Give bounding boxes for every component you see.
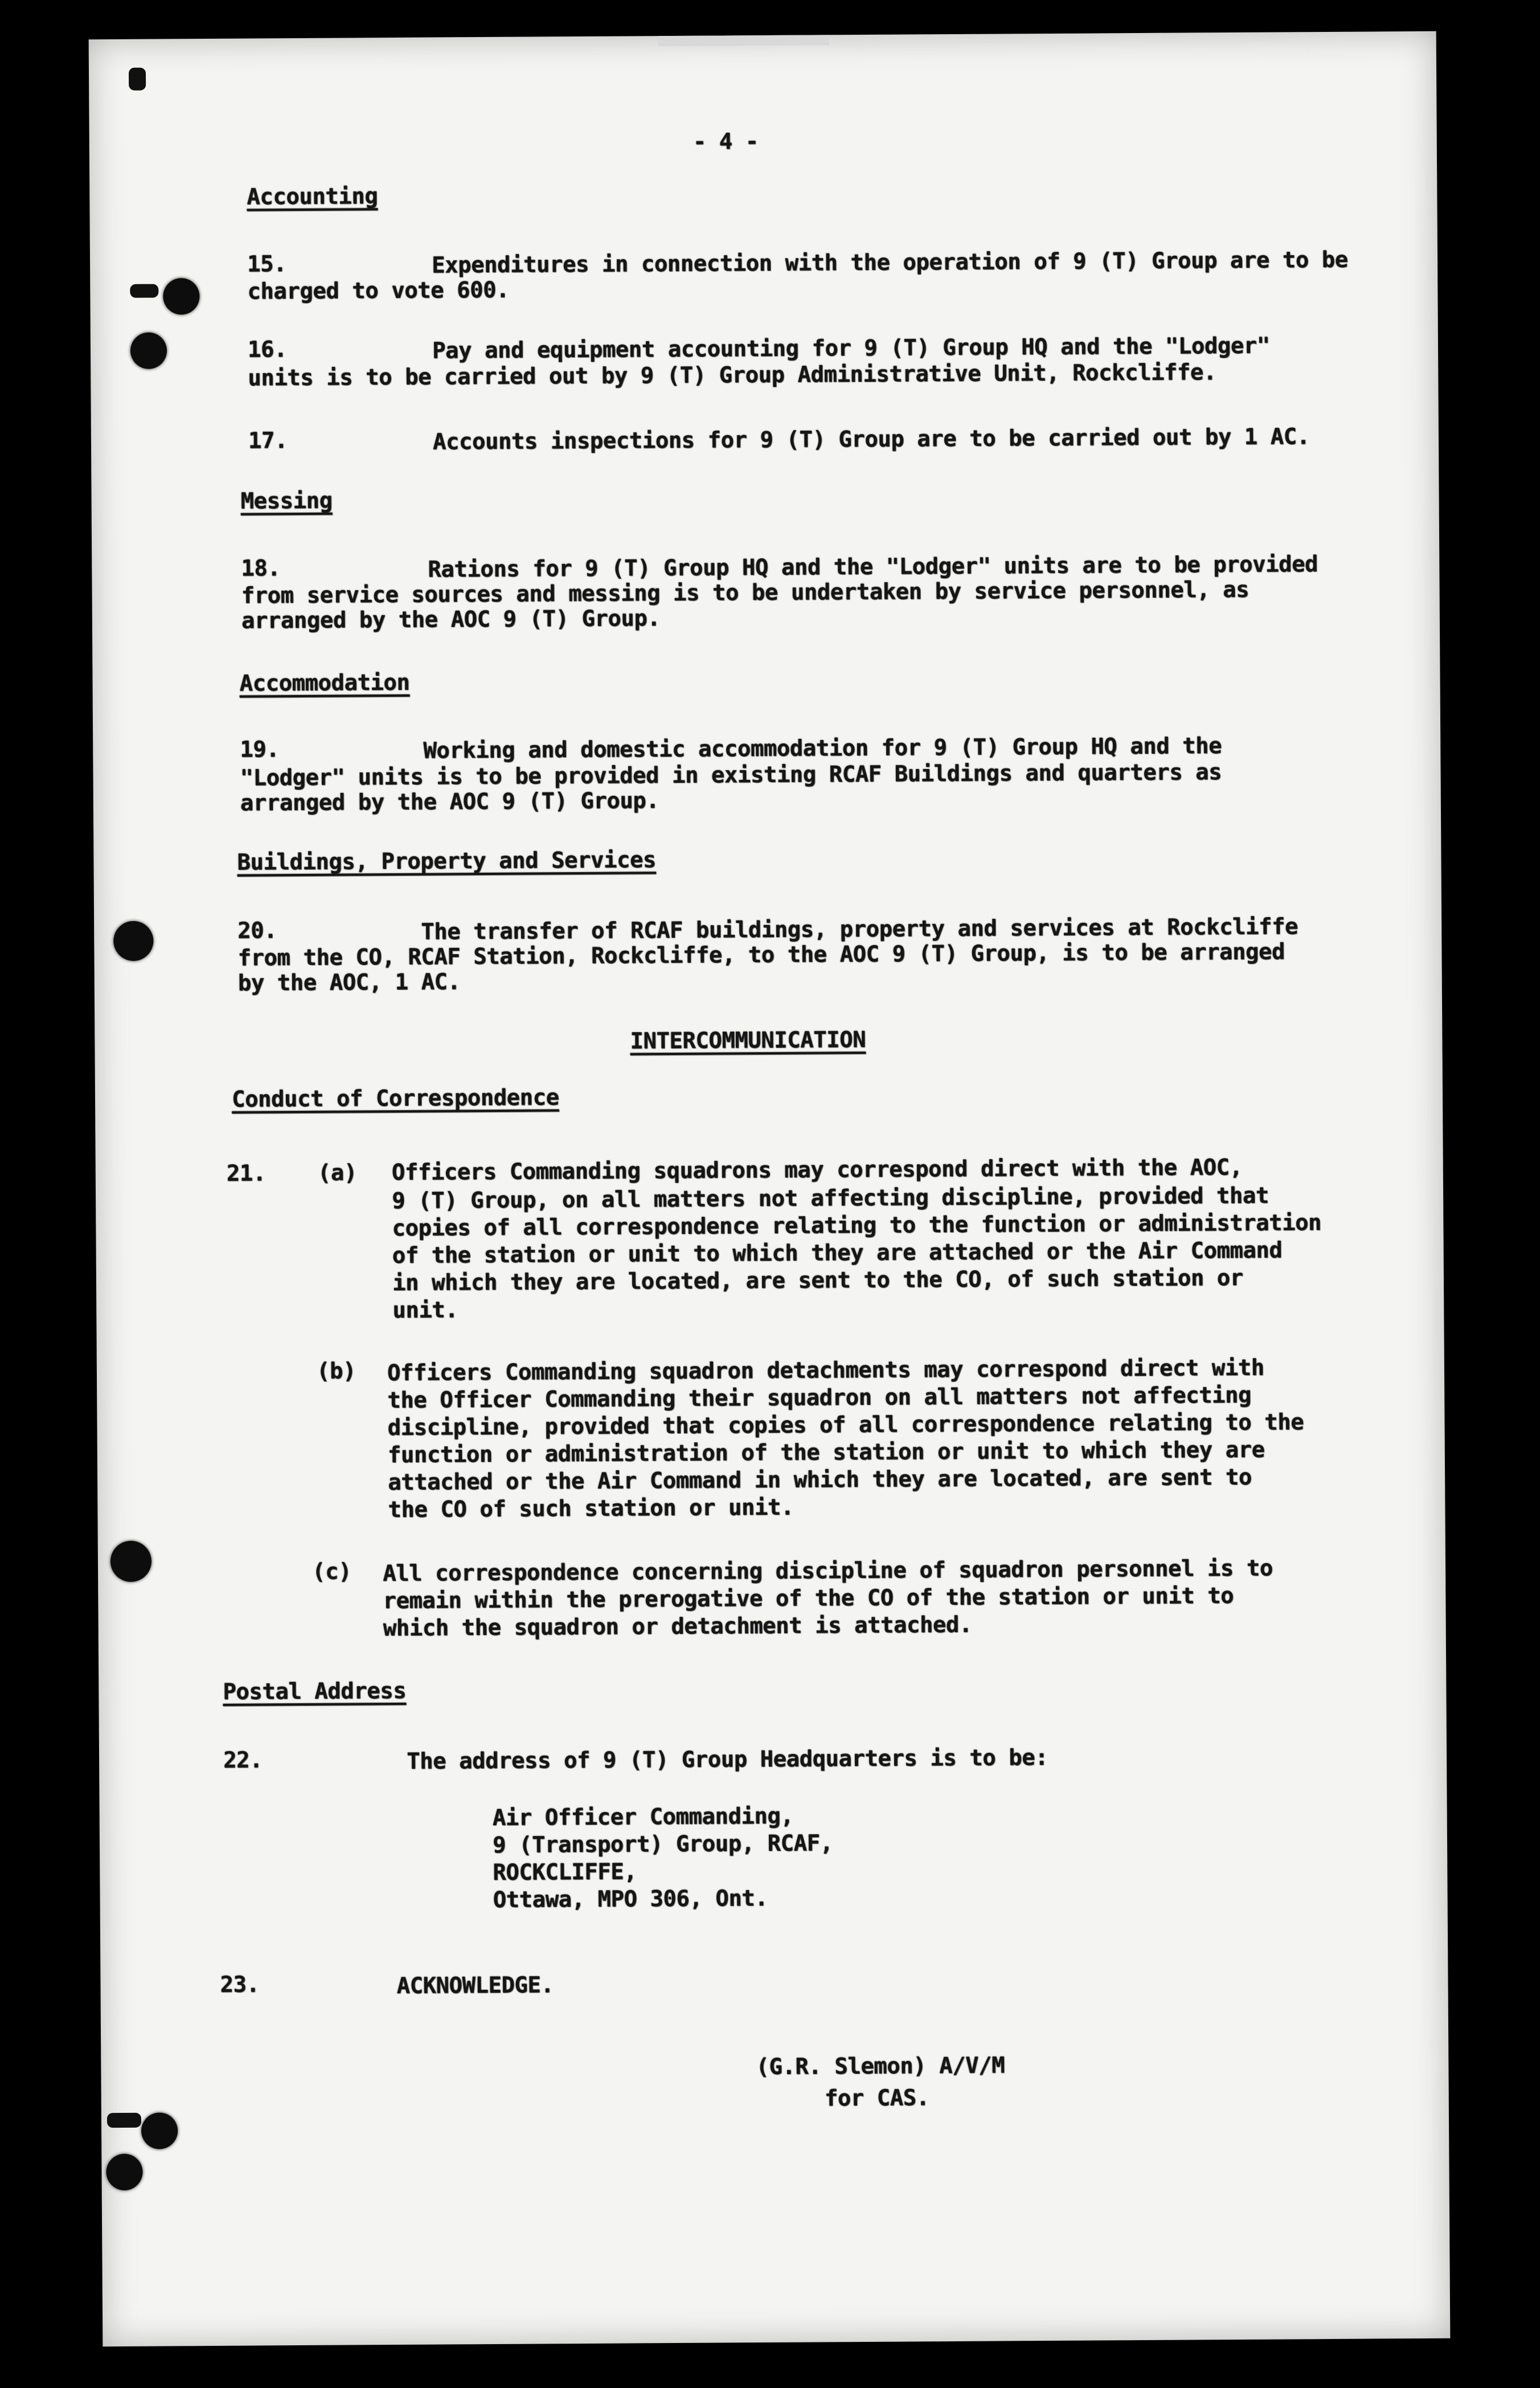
para-16-line: Pay and equipment accounting for 9 (T) Group HQ and the "Lodger": [432, 333, 1270, 364]
heading-conduct: Conduct of Correspondence: [231, 1085, 559, 1113]
para-21-number: 21.: [226, 1160, 266, 1187]
para-21a-line: Officers Commanding squadrons may correspond direct with the AOC,: [391, 1154, 1243, 1186]
punch-hole: [113, 921, 153, 961]
document-page: [89, 31, 1451, 2346]
address-line: Ottawa, MPO 306, Ont.: [493, 1886, 768, 1913]
para-21b-line: the Officer Commanding their squadron on all matters not affecting: [387, 1382, 1252, 1414]
para-22-line: The address of 9 (T) Group Headquarters is to be:: [406, 1745, 1048, 1774]
punch-hole: [130, 332, 167, 369]
para-21c-label: (c): [312, 1559, 352, 1585]
para-17-line: Accounts inspections for 9 (T) Group are to be carried out by 1 AC.: [432, 424, 1310, 455]
para-15-line: charged to vote 600.: [247, 277, 510, 305]
para-22-number: 22.: [223, 1747, 263, 1773]
ink-smudge: [129, 68, 146, 91]
punch-hole: [141, 2112, 178, 2149]
heading-accounting: Accounting: [247, 183, 378, 210]
heading-buildings: Buildings, Property and Services: [237, 847, 656, 876]
para-23-number: 23.: [220, 1972, 260, 1998]
para-21a-label: (a): [317, 1160, 357, 1186]
para-16-number: 16.: [247, 337, 288, 363]
para-18-number: 18.: [241, 555, 281, 582]
para-21a-line: unit.: [392, 1297, 458, 1324]
address-line: Air Officer Commanding,: [492, 1803, 794, 1831]
film-edge: [658, 35, 829, 46]
signature-name: (G.R. Slemon) A/V/M: [756, 2052, 1005, 2080]
para-21b-label: (b): [316, 1358, 357, 1384]
heading-postal: Postal Address: [223, 1678, 407, 1705]
para-21a-line: of the station or unit to which they are attached or the Air Command: [392, 1237, 1283, 1269]
para-20-line: by the AOC, 1 AC.: [237, 969, 461, 996]
para-21b-line: function or administration of the station or unit to which they are: [387, 1437, 1265, 1469]
para-21b-line: discipline, provided that copies of all correspondence relating to the: [387, 1409, 1304, 1441]
para-19-line: Working and domestic accommodation for 9 (T) Group HQ and the: [423, 733, 1222, 764]
para-21b-line: attached or the Air Command in which they are located, are sent to: [387, 1464, 1252, 1496]
heading-accommodation: Accommodation: [239, 669, 410, 697]
para-21c-line: which the squadron or detachment is attached.: [383, 1612, 972, 1642]
signature-for: for CAS.: [824, 2085, 929, 2112]
address-line: 9 (Transport) Group, RCAF,: [492, 1830, 833, 1858]
heading-messing: Messing: [240, 488, 333, 514]
para-18-line: arranged by the AOC 9 (T) Group.: [241, 606, 661, 634]
ink-smudge: [130, 284, 158, 298]
ink-smudge: [107, 2113, 141, 2128]
punch-hole: [163, 278, 199, 314]
para-18-line: Rations for 9 (T) Group HQ and the "Lodger" units are to be provided: [428, 551, 1318, 583]
para-21a-line: copies of all correspondence relating to the function or administration: [392, 1210, 1322, 1242]
para-19-number: 19.: [240, 737, 280, 763]
para-21c-line: remain within the prerogative of the CO of the station or unit to: [383, 1583, 1234, 1614]
punch-hole: [106, 2154, 142, 2190]
address-line: ROCKCLIFFE,: [493, 1859, 637, 1886]
para-15-number: 15.: [247, 251, 287, 277]
para-17-number: 17.: [248, 428, 288, 454]
para-20-line: The transfer of RCAF buildings, property and services at Rockcliffe: [421, 914, 1299, 945]
para-18-line: from service sources and messing is to be undertaken by service personnel, as: [241, 576, 1250, 609]
para-21a-line: 9 (T) Group, on all matters not affecting discipline, provided that: [391, 1183, 1269, 1215]
punch-hole: [110, 1541, 151, 1582]
para-15-line: Expenditures in connection with the operation of 9 (T) Group are to be: [431, 247, 1348, 279]
para-21a-line: in which they are located, are sent to the CO, of such station or: [392, 1265, 1243, 1297]
page-number: - 4 -: [693, 129, 759, 155]
para-19-line: "Lodger" units is to be provided in existing RCAF Buildings and quarters as: [240, 759, 1222, 791]
para-16-line: units is to be carried out by 9 (T) Group Administrative Unit, Rockcliffe.: [248, 359, 1217, 391]
para-21b-line: Officers Commanding squadron detachments may correspond direct with: [387, 1355, 1264, 1387]
para-20-line: from the CO, RCAF Station, Rockcliffe, to the AOC 9 (T) Group, is to be arranged: [237, 939, 1285, 971]
para-20-number: 20.: [237, 918, 277, 944]
para-21b-line: the CO of such station or unit.: [388, 1494, 794, 1523]
para-23-line: ACKNOWLEDGE.: [396, 1972, 554, 1999]
heading-intercommunication: INTERCOMMUNICATION: [630, 1027, 866, 1054]
para-21c-line: All correspondence concerning discipline of squadron personnel is to: [382, 1555, 1273, 1587]
para-19-line: arranged by the AOC 9 (T) Group.: [240, 788, 660, 816]
